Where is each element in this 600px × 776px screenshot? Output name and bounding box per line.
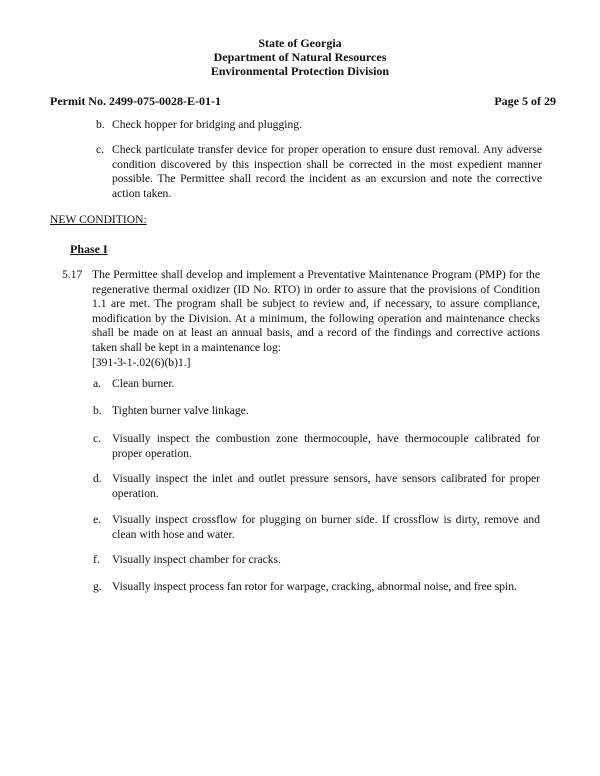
list-item-text: Clean burner. [112,377,175,390]
list-item-label: g. [93,580,102,593]
list-item-label: c. [96,143,105,156]
header-division: Environmental Protection Division [210,64,390,78]
condition-text: The Permittee shall develop and implement a Preventative Maintenance Program (PMP) for the regenerative thermal oxidizer (ID No. RTO) in order to assure that the provisions of Condition 1.1 are met. The program shall be subject to review and, if necessary, to assure compliance, modification by the Division. At a minimum, the following operation and maintenance checks shall be made on at least an annual basis, and a record of the findings and corrective actions taken shall be kept in a maintenance log: [92,268,540,354]
list-item-label: d. [93,472,102,485]
list-item-text: Visually inspect chamber for cracks. [112,553,281,566]
header-department: Department of Natural Resources [213,50,387,64]
condition-citation: [391-3-1-.02(6)(b)1.] [92,356,191,369]
page-number: Page 5 of 29 [494,94,556,108]
section-heading: NEW CONDITION: [50,213,147,226]
list-item-text: Visually inspect the inlet and outlet pressure sensors, have sensors calibrated for proper operation. [112,472,540,500]
list-item-label: b. [96,118,105,131]
list-item-text: Check particulate transfer device for proper operation to ensure dust removal. Any adverse condition discovered by this inspection shall be corrected in the most expedient manner possible. The Permittee shall record the incident as an excursion and note the corrective action taken. [112,143,542,200]
list-item-text: Visually inspect process fan rotor for warpage, cracking, abnormal noise, and free spin. [112,580,517,593]
list-item-label: a. [93,377,102,390]
list-item-text: Check hopper for bridging and plugging. [112,118,302,131]
list-item-text: Tighten burner valve linkage. [112,404,249,417]
header-state: State of Georgia [258,36,342,50]
list-item-text: Visually inspect crossflow for plugging on burner side. If crossflow is dirty, remove and clean with hose and water. [112,513,540,541]
condition-number: 5.17 [62,268,83,281]
permit-number: Permit No. 2499-075-0028-E-01-1 [50,94,221,108]
list-item-label: b. [93,404,102,417]
list-item-label: f. [93,553,100,566]
list-item-label: e. [93,513,102,526]
phase-heading: Phase I [70,242,108,256]
document-header [0,36,600,78]
list-item-label: c. [93,432,102,445]
list-item-text: Visually inspect the combustion zone thermocouple, have thermocouple calibrated for proper operation. [112,432,540,460]
